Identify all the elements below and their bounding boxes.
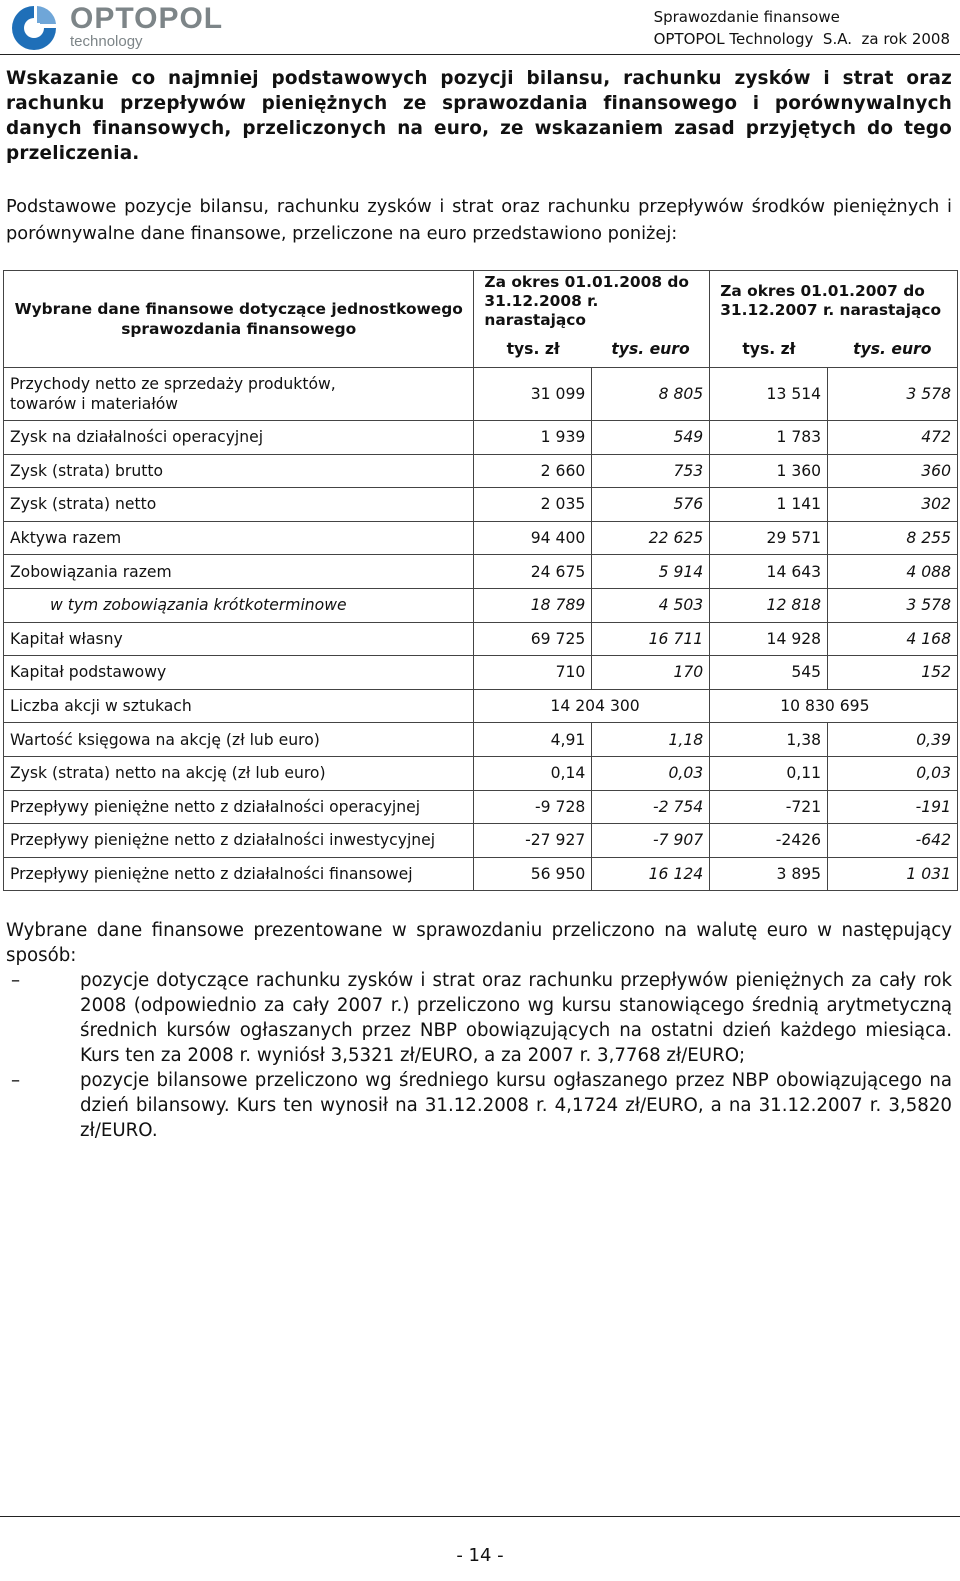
table-body xyxy=(4,368,958,891)
value-2008-eur: -7 907 xyxy=(592,824,710,858)
value-2007-eur: 3 578 xyxy=(828,588,958,622)
value-2008-pln: 94 400 xyxy=(474,521,592,555)
value-2007-eur: 360 xyxy=(828,454,958,488)
value-2007-pln: -721 xyxy=(710,790,828,824)
value-2008-pln: 4,91 xyxy=(474,723,592,757)
financial-data-table xyxy=(3,270,958,891)
value-2007-eur: 152 xyxy=(828,656,958,690)
value-2008-eur: 4 503 xyxy=(592,588,710,622)
unit-pln-2008: tys. zł xyxy=(474,331,592,368)
row-label: Przychody netto ze sprzedaży produktów, towarów i materiałów xyxy=(4,368,474,421)
value-2008-pln: 0,14 xyxy=(474,756,592,790)
row-label: Kapitał podstawowy xyxy=(4,656,474,690)
unit-pln-2007: tys. zł xyxy=(710,331,828,368)
table-header-label: Wybrane dane finansowe dotyczące jednostkowego sprawozdania finansowego xyxy=(4,271,474,368)
row-label: Zysk (strata) netto xyxy=(4,488,474,522)
table-row xyxy=(4,689,958,723)
value-2007-eur: 8 255 xyxy=(828,521,958,555)
table-row xyxy=(4,421,958,455)
conversion-rules-list xyxy=(6,968,952,1143)
row-label: Wartość księgowa na akcję (zł lub euro) xyxy=(4,723,474,757)
row-label: Zysk (strata) brutto xyxy=(4,454,474,488)
row-label: Zysk na działalności operacyjnej xyxy=(4,421,474,455)
document-title-line1: Sprawozdanie finansowe xyxy=(653,8,840,26)
page-number: - 14 - xyxy=(456,1545,504,1566)
value-2008-pln: 2 035 xyxy=(474,488,592,522)
value-2008-pln: 31 099 xyxy=(474,368,592,421)
value-2007-eur: 4 088 xyxy=(828,555,958,589)
table-header-row xyxy=(4,271,958,332)
value-2007-eur: 472 xyxy=(828,421,958,455)
row-label: Zysk (strata) netto na akcję (zł lub euro) xyxy=(4,756,474,790)
logo-subtitle: technology xyxy=(70,33,143,50)
section-heading: Wskazanie co najmniej podstawowych pozycji bilansu, rachunku zysków i strat oraz rachunku przepływów pieniężnych ze sprawozdania finansowego i porównywalnych danych finansowych, przeliczonych na euro, ze wskazaniem zasad przyjętych do tego przeliczenia. xyxy=(6,68,952,164)
value-2007-eur: 0,39 xyxy=(828,723,958,757)
table-row xyxy=(4,555,958,589)
row-label: Liczba akcji w sztukach xyxy=(4,689,474,723)
value-2008-eur: 753 xyxy=(592,454,710,488)
value-2007-eur: 302 xyxy=(828,488,958,522)
table-row xyxy=(4,588,958,622)
table-row xyxy=(4,857,958,891)
value-2007-pln: 1 783 xyxy=(710,421,828,455)
logo-wordmark: OPTOPOL xyxy=(70,2,224,35)
table-row xyxy=(4,454,958,488)
shares-count-2007: 10 830 695 xyxy=(710,689,958,723)
list-item xyxy=(6,968,952,1068)
page-header xyxy=(0,0,960,56)
table-header-period-2008: Za okres 01.01.2008 do 31.12.2008 r. narastająco xyxy=(474,271,710,332)
value-2007-eur: 4 168 xyxy=(828,622,958,656)
document-title-line2: OPTOPOL Technology S.A. za rok 2008 xyxy=(653,30,950,48)
conversion-note: Wybrane dane finansowe prezentowane w sprawozdaniu przeliczono na walutę euro w następujący sposób: xyxy=(6,920,952,966)
value-2008-pln: -27 927 xyxy=(474,824,592,858)
value-2008-eur: 16 711 xyxy=(592,622,710,656)
value-2007-pln: 1 360 xyxy=(710,454,828,488)
value-2007-pln: 545 xyxy=(710,656,828,690)
value-2007-eur: -642 xyxy=(828,824,958,858)
table-row xyxy=(4,368,958,421)
value-2007-pln: 1 141 xyxy=(710,488,828,522)
value-2007-eur: 0,03 xyxy=(828,756,958,790)
document-title xyxy=(654,6,950,50)
row-label: Zobowiązania razem xyxy=(4,555,474,589)
value-2007-eur: -191 xyxy=(828,790,958,824)
table-header-period-2007: Za okres 01.01.2007 do 31.12.2007 r. narastająco xyxy=(710,271,958,332)
value-2007-eur: 1 031 xyxy=(828,857,958,891)
value-2008-pln: 24 675 xyxy=(474,555,592,589)
value-2008-eur: 549 xyxy=(592,421,710,455)
list-item-text: pozycje dotyczące rachunku zysków i strat oraz rachunku przepływów pieniężnych za cały rok 2008 (odpowiednio za cały 2007 r.) przeliczono wg kursu stanowiącego średnią arytmetyczną średnich kursów ogłaszanych przez NBP obowiązujących na ostatni dzień każdego miesiąca. Kurs ten za 2008 r. wyniósł 3,5321 zł/EURO, a za 2007 r. 3,7768 zł/EURO; xyxy=(80,970,952,1066)
dash-bullet: – xyxy=(11,970,21,991)
table-row xyxy=(4,521,958,555)
value-2008-eur: -2 754 xyxy=(592,790,710,824)
table-row xyxy=(4,756,958,790)
shares-count-2008: 14 204 300 xyxy=(474,689,710,723)
row-label: Przepływy pieniężne netto z działalności operacyjnej xyxy=(4,790,474,824)
table-row xyxy=(4,656,958,690)
value-2008-pln: 56 950 xyxy=(474,857,592,891)
optopol-logo-icon xyxy=(10,4,58,52)
value-2008-eur: 8 805 xyxy=(592,368,710,421)
row-label: Kapitał własny xyxy=(4,622,474,656)
value-2007-pln: 14 643 xyxy=(710,555,828,589)
header-divider xyxy=(0,54,960,55)
value-2008-pln: 18 789 xyxy=(474,588,592,622)
table-row xyxy=(4,622,958,656)
unit-eur-2007: tys. euro xyxy=(828,331,958,368)
value-2007-pln: 29 571 xyxy=(710,521,828,555)
value-2007-pln: 3 895 xyxy=(710,857,828,891)
value-2008-eur: 576 xyxy=(592,488,710,522)
value-2008-eur: 22 625 xyxy=(592,521,710,555)
row-label: Aktywa razem xyxy=(4,521,474,555)
value-2007-pln: 1,38 xyxy=(710,723,828,757)
dash-bullet: – xyxy=(11,1070,21,1091)
table-row xyxy=(4,824,958,858)
value-2008-pln: -9 728 xyxy=(474,790,592,824)
value-2008-pln: 1 939 xyxy=(474,421,592,455)
value-2008-pln: 2 660 xyxy=(474,454,592,488)
value-2008-eur: 0,03 xyxy=(592,756,710,790)
row-label: w tym zobowiązania krótkoterminowe xyxy=(4,588,474,622)
company-logo xyxy=(10,2,240,52)
value-2007-pln: -2426 xyxy=(710,824,828,858)
value-2007-pln: 14 928 xyxy=(710,622,828,656)
table-row xyxy=(4,723,958,757)
value-2008-eur: 5 914 xyxy=(592,555,710,589)
table-row xyxy=(4,790,958,824)
value-2008-eur: 1,18 xyxy=(592,723,710,757)
row-label: Przepływy pieniężne netto z działalności inwestycyjnej xyxy=(4,824,474,858)
table-row xyxy=(4,488,958,522)
value-2007-pln: 12 818 xyxy=(710,588,828,622)
value-2007-eur: 3 578 xyxy=(828,368,958,421)
footer-divider xyxy=(0,1516,960,1517)
value-2008-pln: 710 xyxy=(474,656,592,690)
list-item-text: pozycje bilansowe przeliczono wg średniego kursu ogłaszanego przez NBP obowiązującego na dzień bilansowy. Kurs ten wynosił na 31.12.2008 r. 4,1724 zł/EURO, a na 31.12.2007 r. 3,5820 zł/EURO. xyxy=(80,1070,952,1141)
value-2008-pln: 69 725 xyxy=(474,622,592,656)
value-2007-pln: 13 514 xyxy=(710,368,828,421)
list-item xyxy=(6,1068,952,1143)
value-2007-pln: 0,11 xyxy=(710,756,828,790)
row-label: Przepływy pieniężne netto z działalności finansowej xyxy=(4,857,474,891)
value-2008-eur: 170 xyxy=(592,656,710,690)
value-2008-eur: 16 124 xyxy=(592,857,710,891)
intro-paragraph: Podstawowe pozycje bilansu, rachunku zysków i strat oraz rachunku przepływów środków pieniężnych i porównywalne dane finansowe, przeliczone na euro przedstawiono poniżej: xyxy=(6,196,952,244)
unit-eur-2008: tys. euro xyxy=(592,331,710,368)
